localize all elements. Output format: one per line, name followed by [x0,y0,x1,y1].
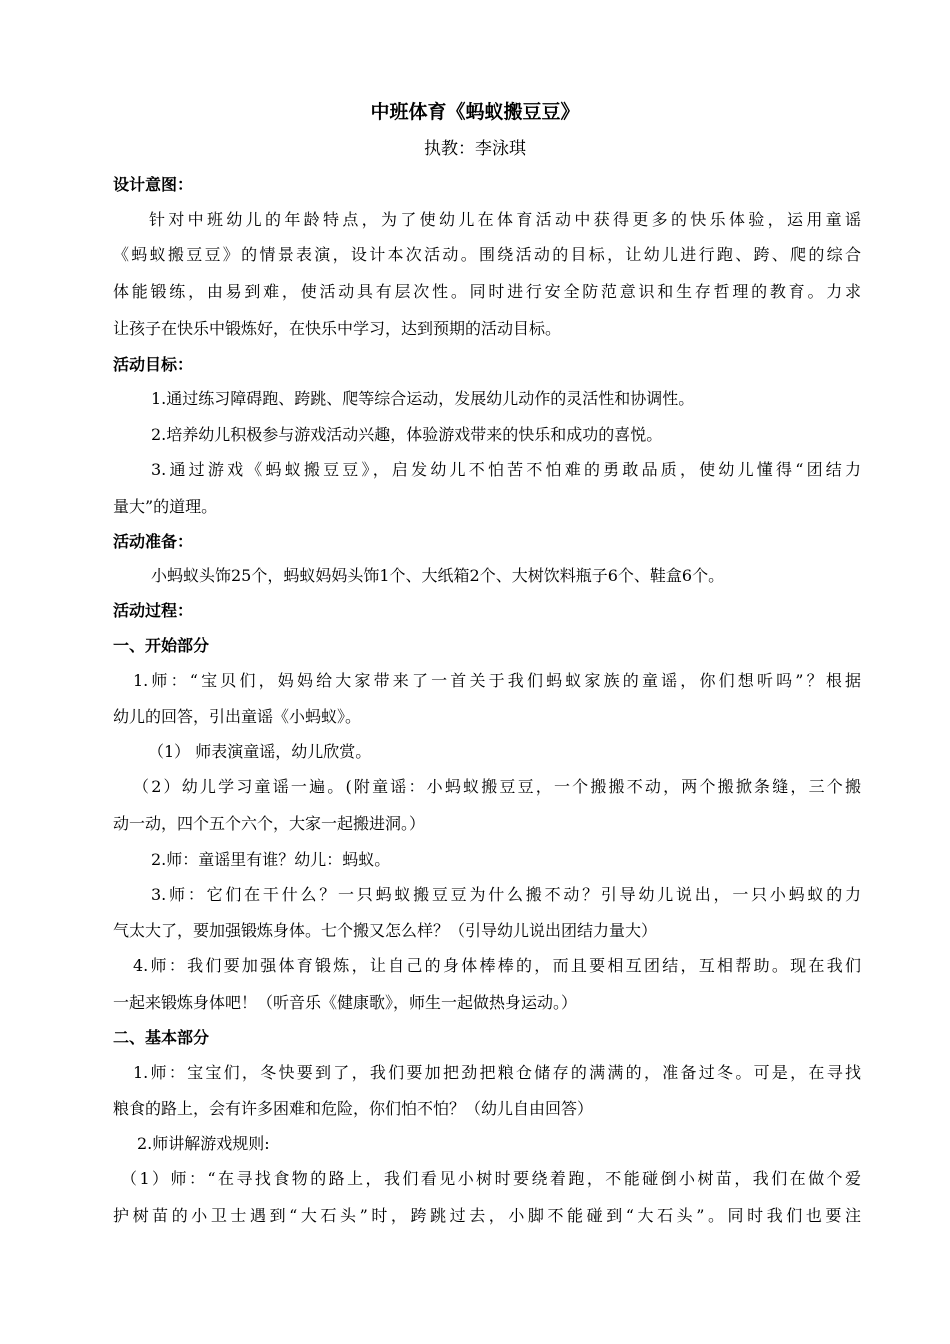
section-basic: 二、基本部分 [113,1028,210,1047]
paragraph-line: （1）师：“在寻找食物的路上，我们看见小树时要绕着跑，不能碰倒小树苗，我们在做个爱 [121,1169,861,1188]
document-author: 执教：李泳琪 [424,139,526,159]
paragraph-line: 气太大了，要加强锻炼身体。七个搬又怎么样？（引导幼儿说出团结力量大） [113,921,658,940]
paragraph-line: 让孩子在快乐中锻炼好，在快乐中学习，达到预期的活动目标。 [113,319,562,338]
preparation-text: 小蚂蚁头饰25个，蚂蚁妈妈头饰1个、大纸箱2个、大树饮料瓶子6个、鞋盒6个。 [151,566,725,585]
paragraph-line: 护树苗的小卫士遇到“大石头”时，跨跳过去，小脚不能碰到“大石头”。同时我们也要注 [113,1206,861,1225]
objective-item: 1.通过练习障碍跑、跨跳、爬等综合运动，发展幼儿动作的灵活性和协调性。 [151,389,695,408]
paragraph-line: 粮食的路上，会有许多困难和危险，你们怕不怕？（幼儿自由回答） [113,1099,594,1118]
paragraph-line: 2.师讲解游戏规则: [137,1134,270,1153]
paragraph-line: 3.师：它们在干什么？一只蚂蚁搬豆豆为什么搬不动？引导幼儿说出，一只小蚂蚁的力 [151,885,861,904]
paragraph-line: 动一动，四个五个六个，大家一起搬进洞。） [113,814,426,833]
heading-process: 活动过程： [113,601,194,620]
heading-design-intent: 设计意图： [113,175,194,194]
paragraph-line: 《蚂蚁搬豆豆》的情景表演，设计本次活动。围绕活动的目标，让幼儿进行跑、跨、爬的综合 [113,245,861,264]
paragraph-line: 针对中班幼儿的年龄特点，为了使幼儿在体育活动中获得更多的快乐体验，运用童谣 [149,210,861,229]
paragraph-line: 1.师：宝宝们，冬快要到了，我们要加把劲把粮仓储存的满满的，准备过冬。可是，在寻找 [133,1063,861,1082]
paragraph-line: （2）幼儿学习童谣一遍。(附童谣：小蚂蚁搬豆豆，一个搬搬不动，两个搬掀条缝，三个搬 [133,777,861,796]
paragraph-line: 一起来锻炼身体吧！（听音乐《健康歌》，师生一起做热身运动。） [113,993,578,1012]
paragraph-line: 1.师：“宝贝们，妈妈给大家带来了一首关于我们蚂蚁家族的童谣，你们想听吗”？根据 [133,671,861,690]
section-start: 一、开始部分 [113,636,210,655]
objective-item-continued: 量大”的道理。 [113,497,218,516]
paragraph-line: 幼儿的回答，引出童谣《小蚂蚁》。 [113,707,362,726]
heading-preparation: 活动准备： [113,532,194,551]
paragraph-line: （1） 师表演童谣，幼儿欣赏。 [148,742,372,761]
paragraph-line: 体能锻练，由易到难，使活动具有层次性。同时进行安全防范意识和生存哲理的教育。力求 [113,282,861,301]
document-title: 中班体育《蚂蚁搬豆豆》 [370,101,580,123]
objective-item: 2.培养幼儿积极参与游戏活动兴趣，体验游戏带来的快乐和成功的喜悦。 [151,425,663,444]
objective-item: 3.通过游戏《蚂蚁搬豆豆》，启发幼儿不怕苦不怕难的勇敢品质，使幼儿懂得“团结力 [151,460,861,479]
heading-objectives: 活动目标： [113,355,194,374]
paragraph-line: 4.师：我们要加强体育锻炼，让自己的身体棒棒的，而且要相互团结，互相帮助。现在我们 [133,956,861,975]
paragraph-line: 2.师：童谣里有谁？幼儿：蚂蚁。 [151,850,391,869]
